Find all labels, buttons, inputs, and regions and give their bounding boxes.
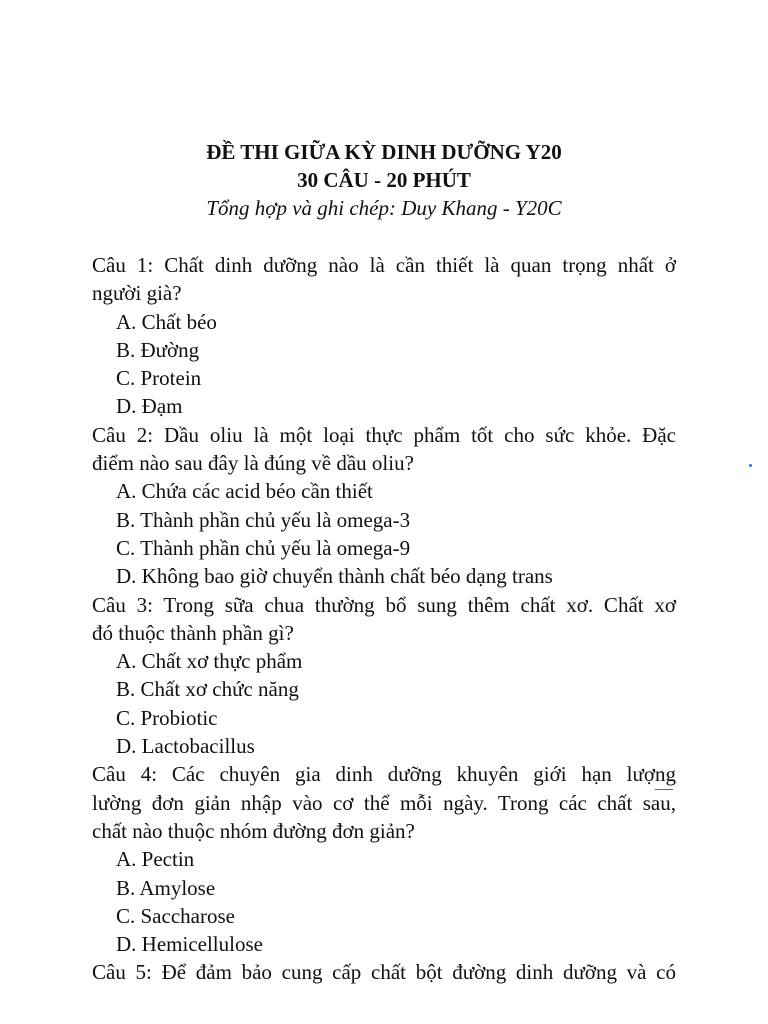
question-3-option-b: B. Chất xơ chức năng — [116, 677, 299, 702]
question-5-line-1: Câu 5: Để đảm bảo cung cấp chất bột đường dinh dưỡng và có — [92, 960, 676, 985]
question-4-line-3: chất nào thuộc nhóm đường đơn giản? — [92, 818, 415, 843]
question-3-option-a: A. Chất xơ thực phẩm — [116, 649, 303, 674]
question-3-line-1: Câu 3: Trong sữa chua thường bổ sung thêm chất xơ. Chất xơ — [92, 592, 676, 617]
question-4-option-a: A. Pectin — [116, 847, 195, 872]
question-1-line-1: Câu 1: Chất dinh dưỡng nào là cần thiết là quan trọng nhất ở — [92, 253, 676, 277]
question-4-line-1: Câu 4: Các chuyên gia dinh dưỡng khuyên giới hạn lượng — [92, 762, 676, 787]
question-3-option-d: D. Lactobacillus — [116, 734, 255, 759]
question-1-option-c: C. Protein — [116, 366, 202, 391]
exam-info: 30 CÂU - 20 PHÚT — [297, 168, 471, 192]
question-2-option-b: B. Thành phần chủ yếu là omega-3 — [116, 507, 411, 532]
question-4-option-b: B. Amylose — [116, 875, 216, 900]
question-list — [92, 251, 676, 987]
exam-title: ĐỀ THI GIỮA KỲ DINH DƯỠNG Y20 — [206, 140, 562, 164]
question-2-option-d: D. Không bao giờ chuyển thành chất béo dạng trans — [116, 564, 553, 589]
document-header — [0, 138, 768, 222]
question-3-option-c: C. Probiotic — [116, 705, 218, 730]
question-1-option-b: B. Đường — [116, 337, 200, 362]
exam-subtitle: Tổng hợp và ghi chép: Duy Khang - Y20C — [206, 196, 562, 220]
question-1-line-2: người già? — [92, 281, 182, 306]
question-2-line-2: điểm nào sau đây là đúng về dầu oliu? — [92, 451, 414, 476]
question-4-option-d: D. Hemicellulose — [116, 932, 263, 957]
question-1-option-a: A. Chất béo — [116, 309, 217, 334]
question-2-option-a: A. Chứa các acid béo cần thiết — [116, 479, 373, 504]
question-3-line-2: đó thuộc thành phần gì? — [92, 620, 294, 645]
question-1-option-d: D. Đạm — [116, 394, 183, 419]
cursor-marker — [749, 464, 752, 467]
question-2-line-1: Câu 2: Dầu oliu là một loại thực phẩm tốt cho sức khỏe. Đặc — [92, 422, 676, 447]
question-4-option-c: C. Saccharose — [116, 903, 235, 928]
question-4-line-2: lường đơn giản nhập vào cơ thể mỗi ngày. Trong các chất sau, — [92, 790, 676, 815]
question-2-option-c: C. Thành phần chủ yếu là omega-9 — [116, 535, 411, 560]
spellcheck-underline — [655, 786, 673, 790]
